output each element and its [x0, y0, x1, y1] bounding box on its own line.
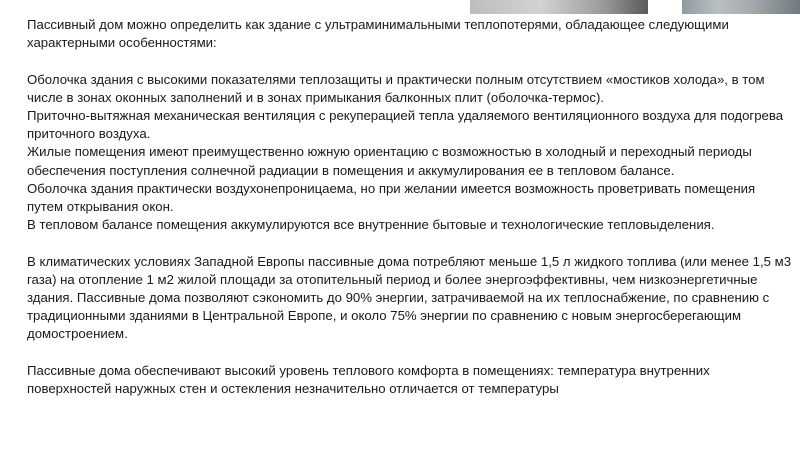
feature-ventilation: Приточно-вытяжная механическая вентиляция с рекуперацией тепла удаляемого вентиляционного воздуха для подогрева приточного воздуха.	[27, 108, 784, 142]
feature-airtightness: Оболочка здания практически воздухонепроницаема, но при желании имеется возможность проветривать помещения путем открывания окон.	[27, 180, 756, 215]
feature-south-orientation: Жилые помещения имеют преимущественно южную ориентацию с возможностью в холодный и переходный периоды обеспечения поступления солнечной радиации в помещения и аккумулирования ее в тепловом балансе.	[27, 144, 752, 178]
thermal-comfort-paragraph: Пассивные дома обеспечивают высокий уровень теплового комфорта в помещениях: температура внутренних поверхностей наружных стен и остекления незначительно отличается от температуры	[27, 362, 710, 397]
paragraph-spacer	[27, 234, 792, 252]
building-photo-left	[470, 0, 648, 14]
intro-paragraph: Пассивный дом можно определить как здание с ультраминимальными теплопотерями, обладающее следующими характерными особенностями:	[27, 17, 729, 51]
paragraph-spacer	[27, 52, 792, 70]
western-europe-paragraph: В климатических условиях Западной Европы пассивные дома потребляют меньше 1,5 л жидкого топлива (или менее 1,5 м3 газа) на отопление 1 м2 жилой площади за отопительный период и более энергоэффективны, чем низкоэнергетичные здания. Пассивные дома позволяют сэкономить до 90% энергии, затрачиваемой на их теплоснабжение, по сравнению с традиционными зданиями в Центральной Европе, и около 75% энергии по сравнению с новым энергосберегающим домостроением.	[27, 253, 792, 342]
building-photo-right	[682, 0, 800, 14]
slide-text-body	[27, 16, 792, 398]
paragraph-spacer	[27, 344, 792, 362]
feature-internal-heat-gains: В тепловом балансе помещения аккумулируются все внутренние бытовые и технологические тепловыделения.	[27, 217, 715, 233]
feature-thermal-envelope: Оболочка здания с высокими показателями теплозащиты и практически полным отсутствием «мостиков холода», в том числе в зонах оконных заполнений и в зонах примыкания балконных плит (оболочка-термос).	[27, 71, 765, 105]
top-photo-strip	[0, 0, 800, 14]
